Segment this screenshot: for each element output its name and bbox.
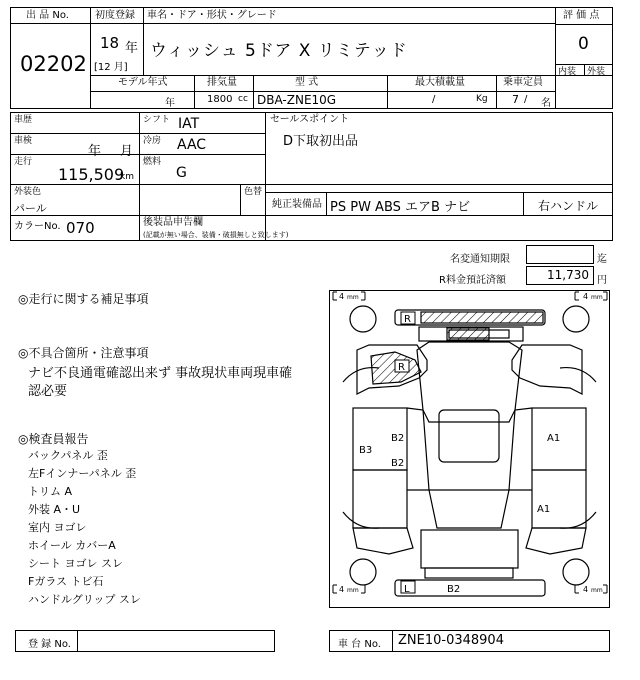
steering-value: 右ハンドル xyxy=(538,199,599,213)
exterior-label: 外装 xyxy=(587,67,606,77)
reg-no-label: 登 録 No. xyxy=(28,639,71,650)
right-front-door xyxy=(532,470,586,528)
first-reg-month: [12 月] xyxy=(94,62,128,73)
left-front-arch xyxy=(343,512,379,528)
rear-window xyxy=(439,410,499,462)
capacity-value: 7 xyxy=(512,93,519,106)
list-item: ホイール カバーA xyxy=(28,539,116,552)
max-load-sep: / xyxy=(432,94,436,105)
recycle-unit: 円 xyxy=(597,275,607,286)
first-reg-year: 18 xyxy=(100,34,120,52)
aftermarket-label: 後装品申告欄 xyxy=(143,217,203,228)
mark-left-front-r: R xyxy=(398,362,405,373)
list-item: バックパネル 歪 xyxy=(28,449,108,462)
mileage-value: 115,509 xyxy=(58,165,125,184)
rear-bumper-damage xyxy=(421,312,543,323)
displacement-label: 排気量 xyxy=(207,77,237,88)
ac-value: AAC xyxy=(177,137,207,153)
list-item: シート ヨゴレ スレ xyxy=(28,557,123,570)
tire-label-rl: 4 xyxy=(339,292,345,301)
inspector-label: ◎検査員報告 xyxy=(18,432,89,446)
tire-label-fl: 4 xyxy=(339,585,345,594)
tire-label-rr: 4 xyxy=(583,292,589,301)
tire-front-left xyxy=(350,559,376,585)
lot-label: 出 品 No. xyxy=(26,10,69,21)
equipment-value: PS PW ABS エアB ナビ xyxy=(330,200,471,215)
score-value: 0 xyxy=(578,34,589,54)
score-label: 評 価 点 xyxy=(563,10,600,21)
sales-point-label: セールスポイント xyxy=(270,114,350,125)
max-load-label: 最大積載量 xyxy=(415,77,465,88)
type-label: 型 式 xyxy=(295,77,319,88)
left-front-fender xyxy=(353,528,413,554)
capacity-sep: / xyxy=(524,94,528,105)
equipment-label: 純正装備品 xyxy=(272,199,322,210)
type-value: DBA-ZNE10G xyxy=(257,93,337,107)
name-change-label: 名変通知期限 xyxy=(450,254,510,265)
history-label: 車歴 xyxy=(14,115,33,125)
front-grille xyxy=(425,568,513,578)
front-bumper xyxy=(395,580,545,596)
defects-line-2: 認必要 xyxy=(28,384,68,399)
fuel-label: 燃料 xyxy=(143,157,162,167)
name-change-box xyxy=(526,245,594,264)
ext-color-value: パール xyxy=(14,202,47,215)
inspection-label: 車検 xyxy=(14,136,33,146)
chassis-label: 車 台 No. xyxy=(338,639,381,650)
mark-a1-lower: A1 xyxy=(537,504,551,515)
right-pillar xyxy=(509,408,532,490)
inspection-month-unit: 月 xyxy=(120,144,134,159)
capacity-unit: 名 xyxy=(541,98,551,109)
fuel-value: G xyxy=(176,165,187,181)
aftermarket-note: (記載が無い場合、装備・破損無しと致します) xyxy=(143,231,289,239)
tire-unit-rl: mm xyxy=(347,294,359,301)
list-item: 外装 A・U xyxy=(28,503,81,516)
list-item: トリム A xyxy=(28,485,73,498)
tire-front-right xyxy=(563,559,589,585)
first-reg-label: 初度登録 xyxy=(95,10,135,21)
interior-label: 内装 xyxy=(558,67,577,77)
mark-bottom-b2: B2 xyxy=(447,584,461,595)
defects-label: ◎不具合箇所・注意事項 xyxy=(18,346,149,360)
right-side-top xyxy=(512,345,582,394)
right-rear-arch xyxy=(560,368,596,382)
right-front-arch xyxy=(560,512,596,528)
mark-bottom-l: L xyxy=(404,584,410,595)
chassis-no: ZNE10-0348904 xyxy=(398,633,504,648)
mark-b2-upper: B2 xyxy=(391,433,405,444)
list-item: 左Fインナーパネル 歪 xyxy=(28,467,137,480)
model-year-unit: 年 xyxy=(165,98,175,109)
tire-rear-right xyxy=(563,306,589,332)
color-no-value: 070 xyxy=(66,219,95,237)
right-front-fender xyxy=(526,528,586,554)
recycle-amount: 11,730 xyxy=(547,268,589,282)
model-year-label: モデル年式 xyxy=(118,77,168,88)
car-name-label: 車名・ドア・形状・グレード xyxy=(147,10,277,21)
left-pillar xyxy=(407,408,429,490)
mark-a1-upper: A1 xyxy=(547,433,561,444)
color-no-label: カラーNo. xyxy=(14,221,61,232)
displacement-value: 1800 xyxy=(207,94,233,105)
ext-color-label: 外装色 xyxy=(14,187,42,197)
list-item: ハンドルグリップ スレ xyxy=(28,593,141,606)
displacement-unit: cc xyxy=(238,94,248,104)
name-change-unit: 迄 xyxy=(597,254,607,265)
shift-label: シフト xyxy=(143,115,171,125)
tire-unit-fr: mm xyxy=(591,587,603,594)
repaint-label: 色替 xyxy=(244,187,263,197)
running-notes-label: ◎走行に関する補足事項 xyxy=(18,292,149,306)
tire-label-fr: 4 xyxy=(583,585,589,594)
mark-rear-top-r: R xyxy=(404,314,411,325)
mark-b2-lower: B2 xyxy=(391,458,405,469)
mileage-label: 走行 xyxy=(14,157,33,167)
tire-rear-left xyxy=(350,306,376,332)
recycle-label: R料金預託済額 xyxy=(439,275,506,286)
tire-unit-fl: mm xyxy=(347,587,359,594)
list-item: Fガラス トビ石 xyxy=(28,575,104,588)
left-front-door xyxy=(353,470,407,528)
max-load-unit: Kg xyxy=(476,94,488,104)
mileage-unit: km xyxy=(120,172,134,182)
defects-line-1: ナビ不良通電確認出来ず 事故現状車両現車確 xyxy=(28,366,293,381)
hood xyxy=(421,530,518,568)
lot-number: 02202 xyxy=(20,52,87,76)
first-reg-year-unit: 年 xyxy=(125,41,139,56)
car-name: ウィッシュ 5ドア X リミテッド xyxy=(150,41,408,61)
vehicle-diagram xyxy=(329,290,610,608)
tire-unit-rr: mm xyxy=(591,294,603,301)
rear-hatch-damage xyxy=(447,328,489,340)
list-item: 室内 ヨゴレ xyxy=(28,521,87,534)
sales-point-value: D下取初出品 xyxy=(283,134,359,149)
mark-b3: B3 xyxy=(359,445,373,456)
shift-value: IAT xyxy=(178,116,200,132)
windshield xyxy=(429,490,509,528)
inspection-year-unit: 年 xyxy=(88,144,102,159)
capacity-label: 乗車定員 xyxy=(503,77,543,88)
ac-label: 冷房 xyxy=(143,136,162,146)
